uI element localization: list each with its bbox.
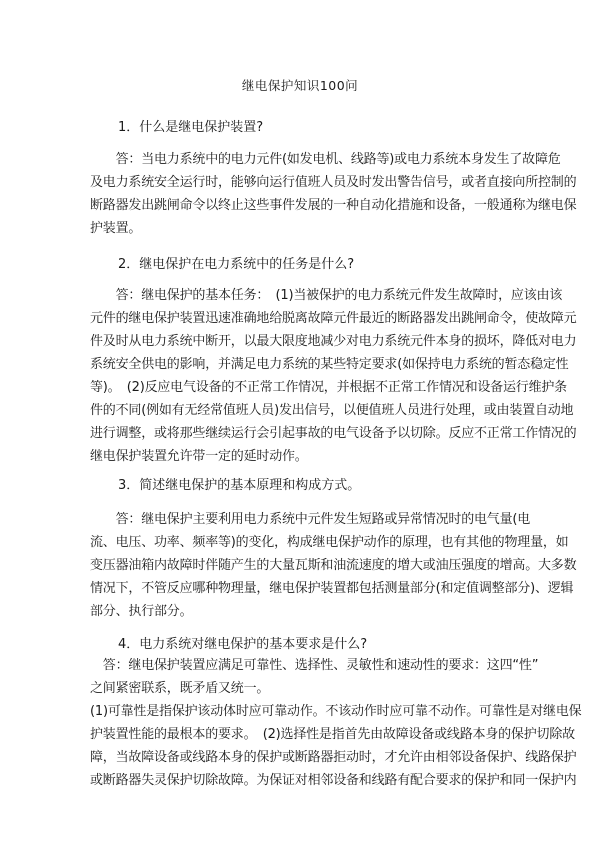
question-4: 4．电力系统对继电保护的基本要求是什么? [118, 637, 368, 652]
answer-line: 件及时从电力系统中断开，以最大限度地减少对电力系统元件本身的损坏，降低对电力 [90, 334, 577, 349]
answer-line: 系统安全供电的影响，并满足电力系统的某些特定要求(如保持电力系统的暂态稳定性 [90, 357, 569, 372]
answer-1 [90, 148, 577, 240]
answer-line: 元件的继电保护装置迅速准确地给脱离故障元件最近的断路器发出跳闸命令，使故障元 [90, 311, 577, 326]
answer-line: 之间紧密联系，既矛盾又统一。 [90, 681, 270, 696]
answer-line: 答：继电保护装置应满足可靠性、选择性、灵敏性和速动性的要求：这四“性” [90, 658, 539, 673]
answer-line: 答：继电保护主要利用电力系统中元件发生短路或异常情况时的电气量(电 [90, 512, 531, 527]
answer-3 [90, 508, 577, 623]
answer-line: 障，当故障设备或线路本身的保护或断路器拒动时，才允许由相邻设备保护、线路保护 [90, 750, 577, 765]
question-2: 2．继电保护在电力系统中的任务是什么? [118, 257, 355, 272]
answer-line: (1)可靠性是指保护该动体时应可靠动作。不该动作时应可靠不动作。可靠性是对继电保 [90, 704, 582, 719]
answer-line: 流、电压、功率、频率等)的变化，构成继电保护动作的原理，也有其他的物理量，如 [90, 535, 569, 550]
answer-line: 或断路器失灵保护切除故障。为保证对相邻设备和线路有配合要求的保护和同一保护内 [90, 773, 577, 788]
answer-line: 继电保护装置允许带一定的延时动作。 [90, 449, 308, 464]
answer-line: 情况下，不管反应哪种物理量，继电保护装置都包括测量部分(和定值调整部分)、逻辑 [90, 581, 574, 596]
answer-line: 件的不同(例如有无经常值班人员)发出信号，以便值班人员进行处理，或由装置自动地 [90, 403, 574, 418]
page-title: 继电保护知识100问 [241, 78, 359, 93]
answer-line: 答：继电保护的基本任务： (1)当被保护的电力系统元件发生故障时，应该由该 [90, 288, 563, 303]
answer-line: 及电力系统安全运行时，能够向运行值班人员及时发出警告信号，或者直接向所控制的 [90, 175, 577, 190]
question-1: 1．什么是继电保护装置? [118, 120, 264, 135]
answer-line: 等)。 (2)反应电气设备的不正常工作情况，并根据不正常工作情况和设备运行维护条 [90, 380, 567, 395]
question-3: 3．简述继电保护的基本原理和构成方式。 [118, 478, 361, 493]
answer-line: 护装置。 [90, 221, 142, 236]
answer-line: 答：当电力系统中的电力元件(如发电机、线路等)或电力系统本身发生了故障危 [90, 152, 561, 167]
answer-2 [90, 284, 577, 468]
answer-line: 进行调整，或将那些继续运行会引起事故的电气设备予以切除。反应不正常工作情况的 [90, 426, 577, 441]
answer-line: 部分、执行部分。 [90, 604, 193, 619]
answer-line: 护装置性能的最根本的要求。 (2)选择性是指首先由故障设备或线路本身的保护切除故 [90, 727, 575, 742]
answer-line: 变压器油箱内故障时伴随产生的大量瓦斯和油流速度的增大或油压强度的增高。大多数 [90, 558, 577, 573]
answer-line: 断路器发出跳闸命令以终止这些事件发展的一种自动化措施和设备，一般通称为继电保 [90, 198, 577, 213]
answer-4 [90, 654, 582, 792]
